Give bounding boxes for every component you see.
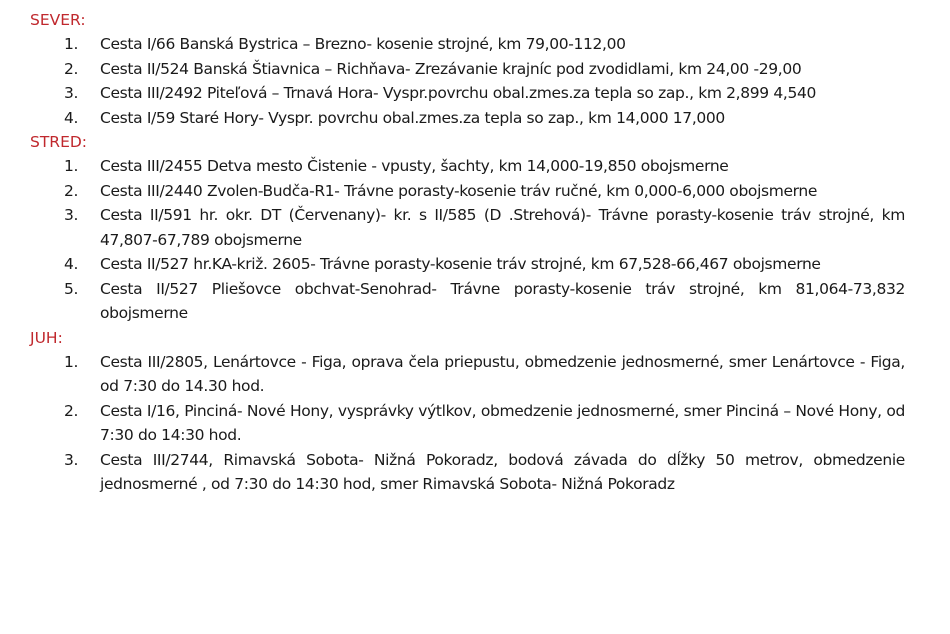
- list-item: [30, 106, 905, 131]
- section-heading-stred: STRED:: [30, 133, 88, 151]
- list-item: [30, 448, 905, 497]
- item-number: 4.: [64, 255, 79, 273]
- item-number: 3.: [64, 450, 79, 469]
- item-number: 1.: [64, 35, 79, 53]
- list-item: [30, 57, 905, 82]
- sever-list: [30, 32, 905, 130]
- item-text: Cesta III/2440 Zvolen-Budča-R1- Trávne porasty-kosenie tráv ručné, km 0,000-6,000 obojsmerne: [100, 181, 818, 200]
- list-item: [30, 252, 905, 277]
- item-text: Cesta I/16, Pinciná- Nové Hony, vysprávky výtlkov, obmedzenie jednosmerné, smer Pinciná – Nové Hony, od 7:30 do 14:30 hod.: [100, 401, 905, 444]
- item-number: 3.: [64, 206, 79, 224]
- list-item: [30, 81, 905, 106]
- juh-list: [30, 350, 905, 497]
- item-number: 5.: [64, 279, 79, 298]
- section-heading-juh: JUH:: [30, 328, 63, 347]
- item-text: Cesta I/59 Staré Hory- Vyspr. povrchu obal.zmes.za tepla so zap., km 14,000 17,000: [100, 108, 725, 127]
- stred-list: [30, 154, 905, 326]
- item-text: Cesta III/2492 Piteľová – Trnavá Hora- Vyspr.povrchu obal.zmes.za tepla so zap., km 2,899 4,540: [100, 84, 816, 102]
- item-text: Cesta II/524 Banská Štiavnica – Richňava- Zrezávanie krajníc pod zvodidlami, km 24,00 -29,00: [100, 59, 802, 78]
- section-sever: [30, 8, 905, 130]
- section-stred: [30, 130, 905, 326]
- list-item: [30, 399, 905, 448]
- item-text: Cesta III/2455 Detva mesto Čistenie - vpusty, šachty, km 14,000-19,850 obojsmerne: [100, 157, 729, 175]
- list-item: [30, 203, 905, 252]
- item-text: Cesta II/527 hr.KA-križ. 2605- Trávne porasty-kosenie tráv strojné, km 67,528-66,467 obojsmerne: [100, 255, 821, 273]
- item-number: 1.: [64, 352, 79, 371]
- item-number: 3.: [64, 84, 79, 102]
- item-text: Cesta II/527 Pliešovce obchvat-Senohrad- Trávne porasty-kosenie tráv strojné, km 81,064-73,832 obojsmerne: [100, 279, 905, 322]
- item-text: Cesta III/2744, Rimavská Sobota- Nižná Pokoradz, bodová závada do dĺžky 50 metrov, obmedzenie jednosmerné , od 7:30 do 14:30 hod, smer Rimavská Sobota- Nižná Pokoradz: [100, 450, 905, 493]
- item-text: Cesta III/2805, Lenártovce - Figa, oprava čela priepustu, obmedzenie jednosmerné, smer Lenártovce - Figa, od 7:30 do 14.30 hod.: [100, 352, 905, 395]
- item-number: 4.: [64, 108, 79, 127]
- item-number: 1.: [64, 157, 79, 175]
- item-number: 2.: [64, 59, 79, 78]
- list-item: [30, 277, 905, 326]
- list-item: [30, 32, 905, 57]
- section-heading-sever: SEVER:: [30, 11, 86, 29]
- section-juh: [30, 326, 905, 497]
- item-text: Cesta II/591 hr. okr. DT (Červenany)- kr. s II/585 (D .Strehová)- Trávne porasty-kosenie tráv strojné, km 47,807-67,789 obojsmerne: [100, 206, 905, 249]
- list-item: [30, 179, 905, 204]
- list-item: [30, 154, 905, 179]
- item-number: 2.: [64, 401, 79, 420]
- list-item: [30, 350, 905, 399]
- item-text: Cesta I/66 Banská Bystrica – Brezno- kosenie strojné, km 79,00-112,00: [100, 35, 626, 53]
- item-number: 2.: [64, 181, 79, 200]
